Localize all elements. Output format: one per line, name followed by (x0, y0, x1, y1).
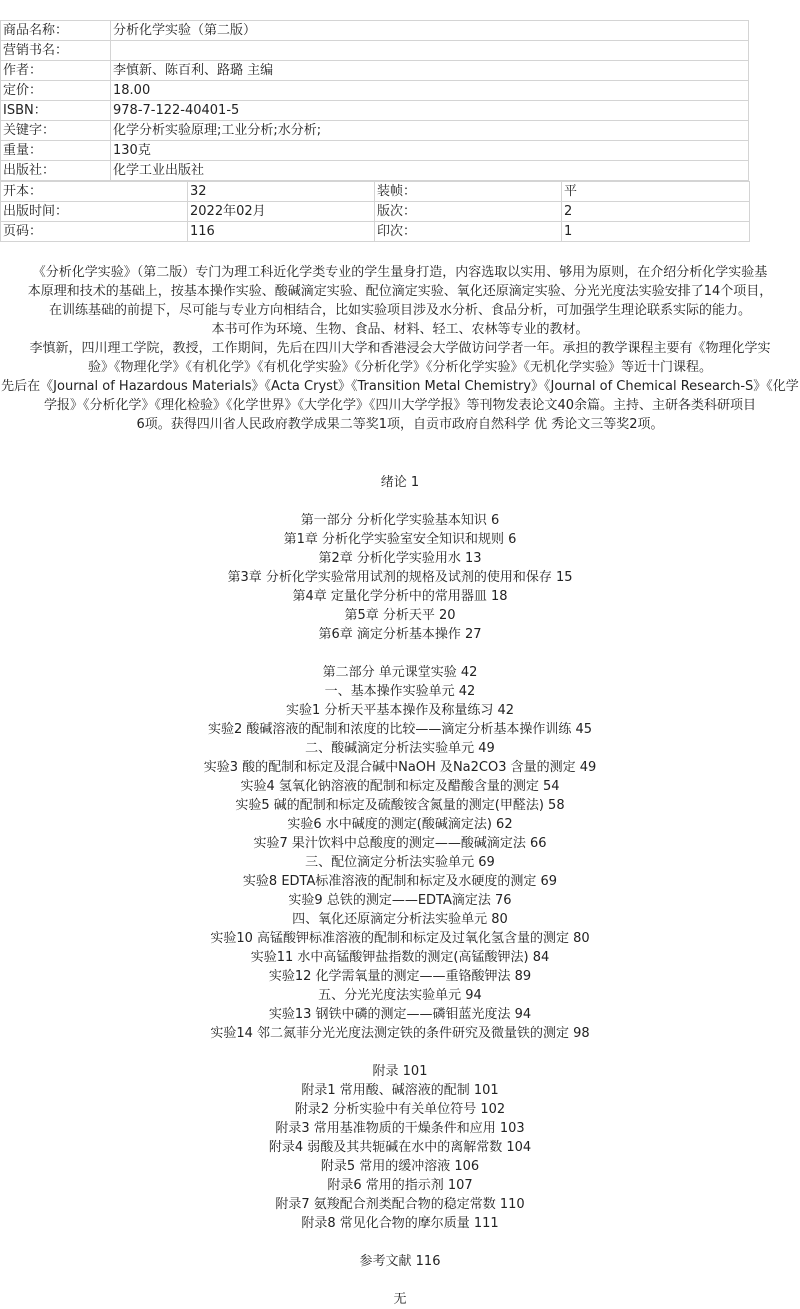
author-line: 验》《物理化学》《有机化学》《有机化学实验》《分析化学》《分析化学实验》《无机化学实验》等近十门课程。 (87, 360, 712, 375)
info-label: 重量： (1, 141, 111, 161)
toc-entry: 一、基本操作实验单元 42 (324, 684, 476, 699)
info-value: 978-7-122-40401-5 (111, 101, 749, 121)
toc-entry: 实验3 酸的配制和标定及混合碱中NaOH 及Na2CO3 含量的测定 49 (203, 760, 597, 775)
info-label: 作者： (1, 61, 111, 81)
info-value: 李慎新、陈百利、路璐 主编 (111, 61, 749, 81)
toc-entry: 实验4 氢氧化钠溶液的配制和标定及醋酸含量的测定 54 (240, 779, 560, 794)
info-label: 营销书名： (1, 41, 111, 61)
spec-value: 2022年02月 (188, 202, 375, 222)
spec-label: 印次： (375, 222, 562, 242)
toc-entry (0, 492, 800, 511)
info-value (111, 41, 749, 61)
toc-entry: 实验9 总铁的测定——EDTA滴定法 76 (288, 893, 512, 908)
toc-entry (0, 1271, 800, 1290)
info-label: 关键字： (1, 121, 111, 141)
toc-entry: 实验7 果汁饮料中总酸度的测定——酸碱滴定法 66 (253, 836, 547, 851)
spec-label: 装帧： (375, 182, 562, 202)
toc-entry: 无 (393, 1292, 407, 1307)
author-introduction (0, 339, 800, 434)
toc-entry: 附录 101 (372, 1064, 428, 1079)
author-line: 学报》《分析化学》《理化检验》《化学世界》《大学化学》《四川大学学报》等刊物发表论文40余篇。主持、主研各类科研项目 (43, 398, 757, 413)
toc-entry: 第5章 分析天平 20 (344, 608, 456, 623)
info-row (1, 61, 749, 81)
toc-entry: 实验5 碱的配制和标定及硫酸铵含氮量的测定(甲醛法) 58 (235, 798, 565, 813)
toc-entry: 实验12 化学需氧量的测定——重铬酸钾法 89 (268, 969, 532, 984)
toc-entry: 附录7 氨羧配合剂类配合物的稳定常数 110 (275, 1197, 525, 1212)
info-label: 商品名称： (1, 21, 111, 41)
toc-entry: 第4章 定量化学分析中的常用器皿 18 (292, 589, 508, 604)
toc-entry: 实验10 高锰酸钾标准溶液的配制和标定及过氧化氢含量的测定 80 (210, 931, 590, 946)
info-label: 出版社： (1, 161, 111, 181)
info-value: 18.00 (111, 81, 749, 101)
toc-entry: 附录8 常见化合物的摩尔质量 111 (301, 1216, 499, 1231)
toc-entry: 第二部分 单元课堂实验 42 (322, 665, 478, 680)
toc-entry: 第2章 分析化学实验用水 13 (318, 551, 482, 566)
spec-label: 版次： (375, 202, 562, 222)
toc-entry: 三、配位滴定分析法实验单元 69 (305, 855, 495, 870)
spec-row (1, 222, 750, 242)
toc-entry: 参考文献 116 (359, 1254, 441, 1269)
info-row (1, 41, 749, 61)
info-label: ISBN： (1, 101, 111, 121)
toc-entry: 第1章 分析化学实验室安全知识和规则 6 (283, 532, 517, 547)
spec-label: 页码： (1, 222, 188, 242)
info-row (1, 101, 749, 121)
info-row (1, 81, 749, 101)
spec-value: 32 (188, 182, 375, 202)
spec-row (1, 202, 750, 222)
product-specs-table (0, 181, 750, 242)
info-row (1, 121, 749, 141)
toc-entry: 附录6 常用的指示剂 107 (327, 1178, 473, 1193)
author-line: 李慎新，四川理工学院，教授，工作期间，先后在四川大学和香港浸会大学做访问学者一年。承担的教学课程主要有《物理化学实 (29, 341, 771, 356)
info-value: 化学工业出版社 (111, 161, 749, 181)
table-of-contents (0, 473, 800, 1309)
info-row (1, 141, 749, 161)
intro-line: 本书可作为环境、生物、食品、材料、轻工、农林等专业的教材。 (211, 322, 589, 337)
toc-entry: 附录3 常用基准物质的干燥条件和应用 103 (275, 1121, 525, 1136)
toc-entry: 附录5 常用的缓冲溶液 106 (320, 1159, 480, 1174)
intro-line: 在训练基础的前提下，尽可能与专业方向相结合，比如实验项目涉及水分析、食品分析，可加强学生理论联系实际的能力。 (48, 303, 751, 318)
product-info-table (0, 20, 749, 181)
spec-value: 1 (562, 222, 750, 242)
book-introduction (0, 263, 800, 339)
spec-value: 2 (562, 202, 750, 222)
toc-entry: 五、分光光度法实验单元 94 (318, 988, 482, 1003)
toc-entry: 附录4 弱酸及其共轭碱在水中的离解常数 104 (268, 1140, 532, 1155)
toc-entry: 实验2 酸碱溶液的配制和浓度的比较——滴定分析基本操作训练 45 (207, 722, 593, 737)
intro-line: 本原理和技术的基础上，按基本操作实验、酸碱滴定实验、配位滴定实验、氧化还原滴定实验、分光光度法实验安排了14个项目， (27, 284, 773, 299)
toc-entry (0, 1043, 800, 1062)
author-line: 先后在《Journal of Hazardous Materials》《Acta Cryst》《Transition Metal Chemistry》《Journal of Chemical Research-S》《化学 (1, 379, 799, 394)
spec-label: 出版时间： (1, 202, 188, 222)
spec-row (1, 182, 750, 202)
toc-entry: 四、氧化还原滴定分析法实验单元 80 (292, 912, 508, 927)
toc-entry: 实验8 EDTA标准溶液的配制和标定及水硬度的测定 69 (242, 874, 558, 889)
spec-value: 平 (562, 182, 750, 202)
spec-label: 开本： (1, 182, 188, 202)
toc-entry (0, 644, 800, 663)
author-line: 6项。获得四川省人民政府教学成果二等奖1项，自贡市政府自然科学 优 秀论文三等奖2项。 (136, 417, 664, 432)
toc-entry: 第6章 滴定分析基本操作 27 (318, 627, 482, 642)
info-value: 化学分析实验原理;工业分析;水分析; (111, 121, 749, 141)
toc-entry: 实验11 水中高锰酸钾盐指数的测定(高锰酸钾法) 84 (250, 950, 550, 965)
info-label: 定价： (1, 81, 111, 101)
toc-entry: 实验1 分析天平基本操作及称量练习 42 (285, 703, 515, 718)
toc-entry: 第一部分 分析化学实验基本知识 6 (300, 513, 500, 528)
toc-entry: 附录1 常用酸、碱溶液的配制 101 (301, 1083, 499, 1098)
toc-entry: 附录2 分析实验中有关单位符号 102 (294, 1102, 506, 1117)
toc-entry (0, 1233, 800, 1252)
toc-entry: 第3章 分析化学实验常用试剂的规格及试剂的使用和保存 15 (227, 570, 573, 585)
toc-entry: 绪论 1 (380, 475, 420, 490)
info-row (1, 21, 749, 41)
spec-value: 116 (188, 222, 375, 242)
intro-line: 《分析化学实验》（第二版）专门为理工科近化学类专业的学生量身打造，内容选取以实用、够用为原则，在介绍分析化学实验基 (32, 265, 768, 280)
info-row (1, 161, 749, 181)
toc-entry: 二、酸碱滴定分析法实验单元 49 (305, 741, 495, 756)
info-value: 130克 (111, 141, 749, 161)
info-value: 分析化学实验（第二版） (111, 21, 749, 41)
toc-entry: 实验14 邻二氮菲分光光度法测定铁的条件研究及微量铁的测定 98 (210, 1026, 590, 1041)
toc-entry: 实验6 水中碱度的测定(酸碱滴定法) 62 (287, 817, 513, 832)
toc-entry: 实验13 钢铁中磷的测定——磷钼蓝光度法 94 (268, 1007, 532, 1022)
